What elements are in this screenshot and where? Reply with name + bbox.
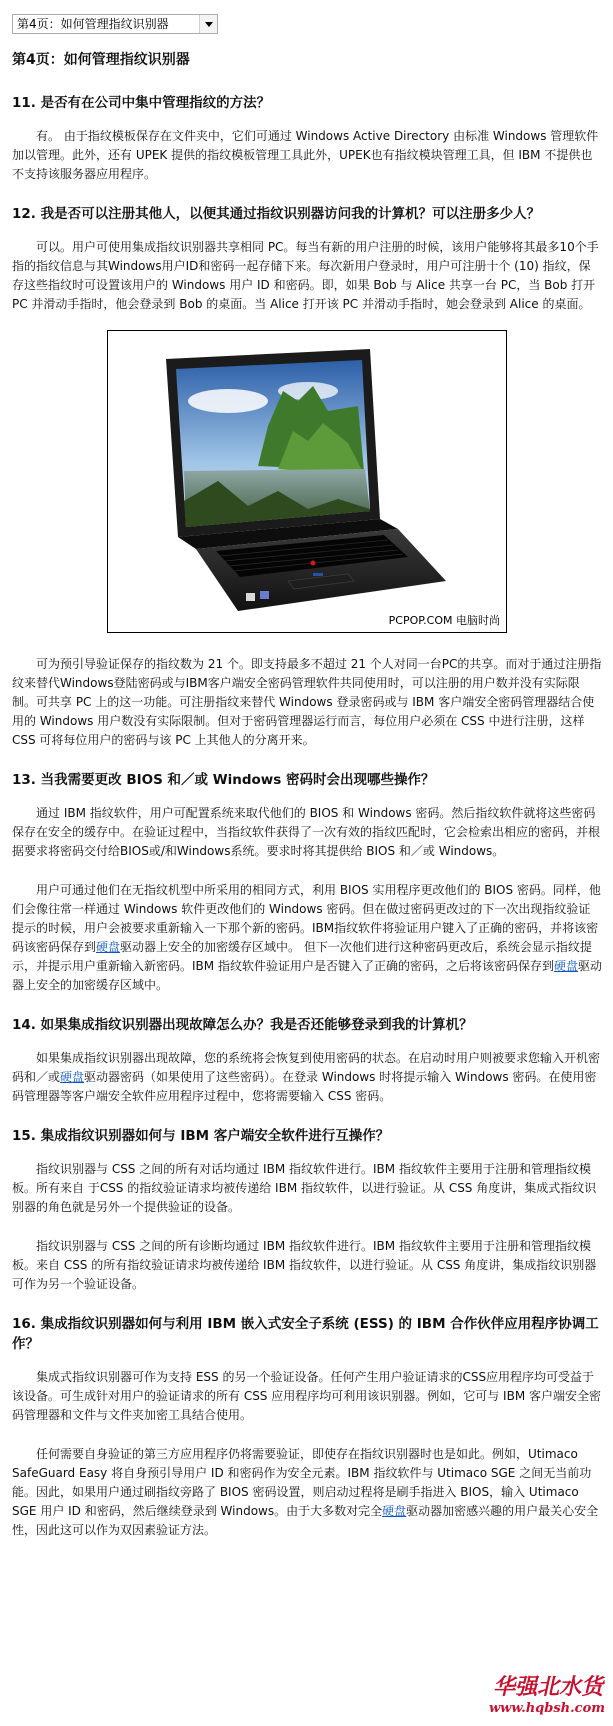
question-15-answer-continued: 指纹识别器与 CSS 之间的所有诊断均通过 IBM 指纹软件进行。IBM 指纹软件主要用于注册和管理指纹模板。来自 CSS 的所有指纹验证请求均被传递给 IBM 指纹软件，以进行验证。从 CSS 角度讲，集成指纹识别器可作为另一个验证设备。 [12, 1239, 597, 1291]
question-11-title: 11. 是否有在公司中集中管理指纹的方法？ [12, 95, 271, 111]
question-12-title: 12. 我是否可以注册其他人，以便其通过指纹识别器访问我的计算机？可以注册多少人？ [12, 206, 541, 222]
question-13-answer-continued [12, 881, 602, 995]
question-12-answer: 可以。用户可使用集成指纹识别器共享相同 PC。每当有新的用户注册的时候，该用户能够将其最多10个手指的指纹信息与其Windows用户ID和密码一起存储下来。每次新用户登录时，用户可注册十个 (10) 指纹，保存这些指纹时可设置该用户的 Windows 用户 ID 和密码。即，如果 Bob 与 Alice 共享一台 PC，当 Bob 打开 PC 并滑动手指时，他会登录到 Bob 的桌面。当 Alice 打开该 PC 并滑动手指时，她会登录到 Alice 的桌面。 [12, 240, 599, 311]
text-segment: 驱动器密码（如果使用了这些密码）。在登录 Windows 时将提示输入 Windows 密码。在使用密码管理器等客户端安全软件应用程序过程中，您将需要输入 CSS 密码。 [12, 1070, 597, 1103]
article-content [12, 50, 602, 1560]
page-select-value: 第4页：如何管理指纹识别器 [17, 17, 169, 31]
question-12-answer-continued: 可为预引导验证保存的指纹数为 21 个。即支持最多不超过 21 个人对同一台PC的共享。而对于通过注册指纹来替代Windows登陆密码或与IBM客户端安全密码管理软件共同使用时，可以注册的用户数并没有实际限制。可共享 PC 上的这一功能。可注册指纹来替代 Windows 登录密码或与 IBM 客户端安全密码管理器结合使用的 Windows 用户数没有实际限制。但对于密码管理器运行而言，每位用户必须在 CSS 中进行注册，这样 CSS 可将每位用户的密码与该 PC 上其他人的分离开来。 [12, 657, 602, 747]
question-15-title: 15. 集成指纹识别器如何与 IBM 客户端安全软件进行互操作？ [12, 1128, 390, 1144]
question-14-title: 14. 如果集成指纹识别器出现故障怎么办？我是否还能够登录到我的计算机？ [12, 1017, 473, 1033]
chevron-down-icon[interactable] [199, 15, 217, 33]
photo-credit: PCPOP.COM 电脑时尚 [388, 614, 500, 627]
question-16-answer: 集成式指纹识别器可作为支持 ESS 的另一个验证设备。任何产生用户验证请求的CSS应用程序均可受益于该设备。可生成针对用户的验证请求的所有 CSS 应用程序均可利用该识别器。例如，它可与 IBM 客户端安全密码管理器和文件与文件夹加密工具结合使用。 [12, 1370, 602, 1422]
laptop-illustration [108, 331, 506, 632]
watermark-text: 华强北水货 [491, 1674, 608, 1700]
watermark-url: www.hqbsh.com [488, 1701, 605, 1716]
text-segment: 驱动器加密感兴趣的用户最关心安全性，因此这可以作为双因素验证方法。 [12, 1504, 599, 1537]
question-13-title: 13. 当我需要更改 BIOS 和／或 Windows 密码时会出现哪些操作？ [12, 772, 435, 788]
hard-drive-link[interactable]: 硬盘 [60, 1070, 85, 1084]
text-segment: 任何需要自身验证的第三方应用程序仍将需要验证，即使存在指纹识别器时也是如此。例如，Utimaco SafeGuard Easy 将自身预引导用户 ID 和密码作为安全元素。IBM 指纹软件与 Utimaco SGE 之间无当前功能。因此，如果用户通过刷指纹旁路了 BIOS 密码设置，则启动过程将是刷手指进入 BIOS，输入 Utimaco SGE 用户 ID 和密码，然后继续登录到 Windows。由于大多数对完全 [12, 1447, 592, 1518]
page-select[interactable] [12, 14, 218, 34]
question-16-answer-continued [12, 1445, 602, 1540]
question-16-title: 16. 集成指纹识别器如何与利用 IBM 嵌入式安全子系统 (ESS) 的 IBM 合作伙伴应用程序协调工作？ [12, 1316, 599, 1352]
question-14-answer [12, 1049, 602, 1106]
hard-drive-link[interactable]: 硬盘 [96, 940, 121, 954]
question-13-answer: 通过 IBM 指纹软件，用户可配置系统来取代他们的 BIOS 和 Windows 密码。然后指纹软件就将这些密码保存在安全的缓存中。在验证过程中，当指纹软件获得了一次有效的指纹匹配时，它会检索出相应的密码，并根据要求将密码交付给BIOS或/和Windows系统。要求时将其提供给 BIOS 和／或 Windows。 [12, 806, 601, 858]
question-11-answer: 有。 由于指纹模板保存在文件夹中，它们可通过 Windows Active Directory 由标准 Windows 管理软件加以管理。此外，还有 UPEK 提供的指纹模板管理工具此外，UPEK也有指纹模块管理工具，但 IBM 不提供也不支持该服务器应用程序。 [12, 129, 599, 181]
text-segment: 驱动器上安全的加密缓存区域中。 但下一次他们进行这种密码更改后，系统会显示指纹提示，并提示用户重新输入新密码。IBM 指纹软件验证用户是否键入了正确的密码，之后将该密码保存到 [12, 940, 592, 973]
text-segment: 如果集成指纹识别器出现故障，您的系统将会恢复到使用密码的状态。在启动时用户则被要求您输入开机密码和／或 [12, 1051, 601, 1084]
site-watermark [488, 1670, 608, 1716]
hard-drive-link[interactable]: 硬盘 [553, 959, 578, 973]
page-title: 第4页：如何管理指纹识别器 [12, 52, 190, 68]
question-15-answer: 指纹识别器与 CSS 之间的所有对话均通过 IBM 指纹软件进行。IBM 指纹软件主要用于注册和管理指纹模板。所有来自 于CSS 的指纹验证请求均被传递给 IBM 指纹软件，以进行验证。从 CSS 角度讲，集成式指纹识别器的角色就是另外一个提供验证的设备。 [12, 1162, 597, 1214]
text-segment: 用户可通过他们在无指纹机型中所采用的相同方式，利用 BIOS 实用程序更改他们的 BIOS 密码。同样，他们会像往常一样通过 Windows 软件更改他们的 Windows 密码。但在做过密码更改过的下一次出现指纹验证提示的时候，用户会被要求重新输入一下那个新的密码。IBM指纹软件将验证用户键入了正确的密码，并将该密码该密码保存到 [12, 883, 601, 954]
hard-drive-link[interactable]: 硬盘 [382, 1504, 407, 1518]
laptop-photo [107, 330, 507, 633]
text-segment: 驱动器上安全的加密缓存区域中。 [12, 959, 602, 992]
